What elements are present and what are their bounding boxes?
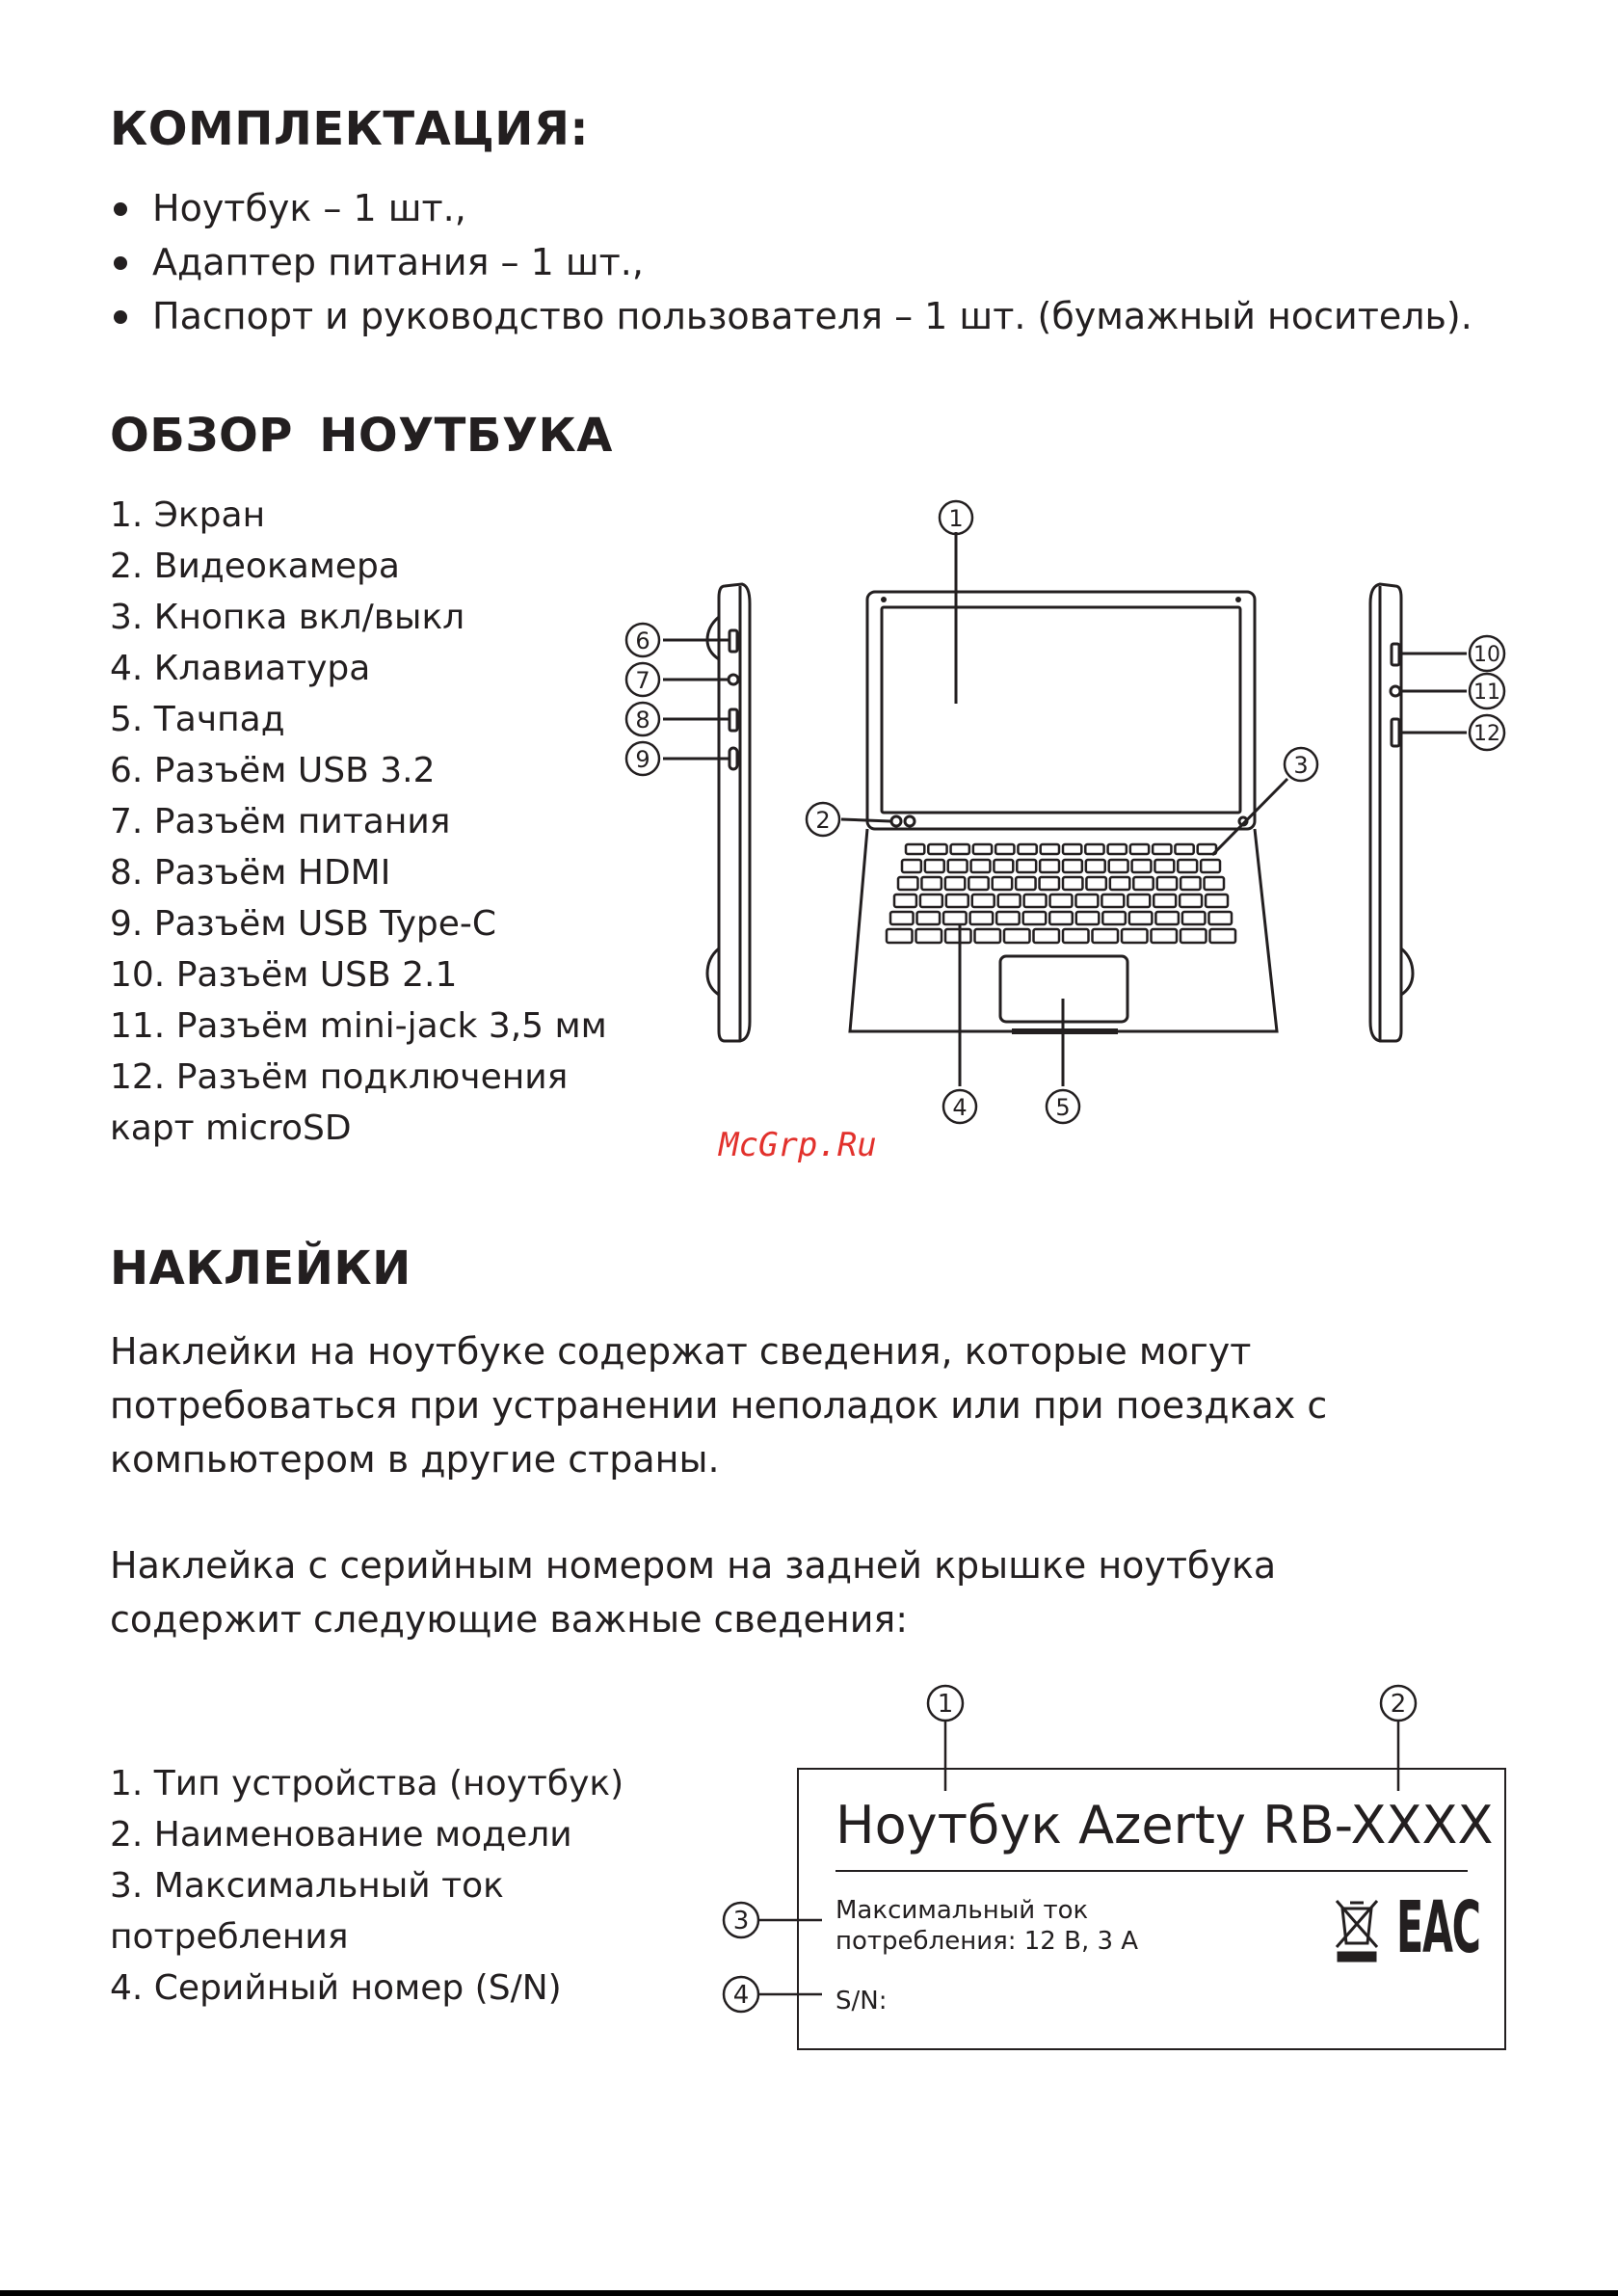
list-item: Паспорт и руководство пользователя – 1 шт. (бумажный носитель). bbox=[110, 289, 1472, 343]
sticker-serial-number: S/N: bbox=[836, 1987, 888, 2016]
list-item: 3. Максимальный ток bbox=[110, 1866, 504, 1906]
callout-number: 4 bbox=[732, 1981, 750, 2010]
watermark: McGrp.Ru bbox=[719, 1126, 877, 1164]
keyboard-key bbox=[1201, 860, 1220, 872]
list-item: 11. Разъём mini-jack 3,5 мм bbox=[110, 1006, 607, 1046]
list-item: 2. Видеокамера bbox=[110, 547, 400, 586]
laptop-right-side-view bbox=[1370, 584, 1467, 1041]
list-item: 10. Разъём USB 2.1 bbox=[110, 955, 458, 995]
keyboard-key bbox=[1132, 860, 1152, 872]
keyboard-key bbox=[1063, 877, 1082, 890]
keyboard-key bbox=[920, 894, 942, 907]
keyboard-key bbox=[1129, 912, 1153, 924]
keyboard-key bbox=[902, 860, 921, 872]
list-item: 8. Разъём HDMI bbox=[110, 853, 391, 893]
callout-number: 2 bbox=[1390, 1690, 1407, 1719]
keyboard-key bbox=[1075, 894, 1098, 907]
callout-number: 1 bbox=[937, 1690, 954, 1719]
keyboard-key bbox=[970, 912, 994, 924]
keyboard-key bbox=[928, 844, 946, 854]
keyboard-key bbox=[898, 877, 917, 890]
callout-number: 5 bbox=[1055, 1094, 1071, 1121]
callout-number: 9 bbox=[635, 746, 650, 773]
keyboard-key bbox=[1102, 912, 1126, 924]
keyboard-key bbox=[943, 912, 967, 924]
laptop-left-side-view bbox=[663, 584, 750, 1041]
page-bottom-bar bbox=[0, 2290, 1618, 2296]
stickers-heading: НАКЛЕЙКИ bbox=[110, 1241, 411, 1295]
callout-number: 3 bbox=[732, 1907, 750, 1936]
keyboard-key bbox=[968, 877, 988, 890]
keyboard-key bbox=[1023, 912, 1047, 924]
keyboard-key bbox=[921, 877, 941, 890]
keyboard-key bbox=[993, 877, 1012, 890]
list-item: 4. Серийный номер (S/N) bbox=[110, 1968, 562, 2008]
keyboard-key bbox=[1122, 929, 1148, 943]
paragraph-line: потребоваться при устранении неполадок или при поездках с bbox=[110, 1384, 1328, 1427]
keyboard-key bbox=[1180, 894, 1202, 907]
keyboard-key bbox=[1108, 844, 1127, 854]
callout-number: 11 bbox=[1473, 681, 1500, 705]
keyboard-key bbox=[1086, 877, 1105, 890]
keyboard-key bbox=[1024, 894, 1047, 907]
keyboard-key bbox=[1034, 929, 1060, 943]
keyboard-key bbox=[1093, 929, 1119, 943]
keyboard-key bbox=[972, 894, 995, 907]
keyboard-key bbox=[1180, 929, 1207, 943]
keyboard-key bbox=[1040, 877, 1059, 890]
keyboard-keys bbox=[887, 844, 1235, 943]
keyboard-key bbox=[1133, 877, 1153, 890]
keyboard-key bbox=[916, 929, 942, 943]
keyboard-key bbox=[917, 912, 941, 924]
keyboard-key bbox=[1152, 929, 1178, 943]
keyboard-key bbox=[1154, 860, 1174, 872]
list-item: 1. Экран bbox=[110, 495, 266, 535]
keyboard-key bbox=[948, 860, 968, 872]
keyboard-key bbox=[1205, 877, 1224, 890]
laptop-diagram bbox=[597, 482, 1561, 1157]
list-item: Ноутбук – 1 шт., bbox=[110, 181, 1472, 235]
keyboard-key bbox=[1018, 844, 1036, 854]
package-heading: КОМПЛЕКТАЦИЯ: bbox=[110, 102, 590, 156]
callout-number: 8 bbox=[635, 707, 650, 734]
keyboard-key bbox=[1041, 844, 1059, 854]
keyboard-key bbox=[1208, 912, 1232, 924]
keyboard-key bbox=[945, 877, 965, 890]
overview-parts-list bbox=[110, 490, 607, 1154]
paragraph-line: содержит следующие важные сведения: bbox=[110, 1598, 909, 1641]
list-item: 1. Тип устройства (ноутбук) bbox=[110, 1764, 624, 1803]
keyboard-key bbox=[975, 929, 1001, 943]
keyboard-key bbox=[1109, 860, 1128, 872]
keyboard-key bbox=[1050, 894, 1073, 907]
keyboard-key bbox=[1101, 894, 1124, 907]
keyboard-key bbox=[1180, 877, 1200, 890]
keyboard-key bbox=[945, 929, 971, 943]
stickers-serial-paragraph bbox=[110, 1538, 1276, 1646]
list-item: 9. Разъём USB Type-C bbox=[110, 904, 497, 944]
keyboard-key bbox=[1063, 929, 1089, 943]
keyboard-key bbox=[1004, 929, 1030, 943]
callout-number: 6 bbox=[635, 627, 650, 654]
overview-heading: ОБЗОР НОУТБУКА bbox=[110, 409, 613, 463]
keyboard-key bbox=[894, 894, 916, 907]
sticker-current-line1: Максимальный ток bbox=[836, 1896, 1089, 1925]
list-item: карт microSD bbox=[110, 1108, 352, 1148]
callout-number: 3 bbox=[1293, 752, 1309, 779]
list-item: 6. Разъём USB 3.2 bbox=[110, 751, 436, 790]
paragraph-line: компьютером в другие страны. bbox=[110, 1438, 720, 1481]
stickers-intro-paragraph bbox=[110, 1324, 1327, 1486]
keyboard-key bbox=[1085, 844, 1103, 854]
list-item: 5. Тачпад bbox=[110, 700, 285, 739]
keyboard-key bbox=[1086, 860, 1105, 872]
sticker-model-title: Ноутбук Azerty RB-XXXX bbox=[836, 1795, 1494, 1855]
list-item: 7. Разъём питания bbox=[110, 802, 451, 841]
keyboard-key bbox=[1178, 860, 1197, 872]
laptop-front-view bbox=[841, 532, 1287, 1086]
keyboard-key bbox=[1110, 877, 1129, 890]
keyboard-key bbox=[925, 860, 944, 872]
keyboard-key bbox=[996, 912, 1020, 924]
keyboard-key bbox=[1130, 844, 1149, 854]
list-item: Адаптер питания – 1 шт., bbox=[110, 235, 1472, 289]
list-item: 12. Разъём подключения bbox=[110, 1057, 569, 1097]
list-item: 2. Наименование модели bbox=[110, 1815, 572, 1855]
keyboard-key bbox=[1017, 860, 1036, 872]
keyboard-key bbox=[994, 860, 1013, 872]
sticker-info-list bbox=[110, 1758, 623, 2014]
package-list bbox=[110, 181, 1472, 343]
keyboard-key bbox=[946, 894, 968, 907]
sticker-current-line2: потребления: 12 В, 3 А bbox=[836, 1927, 1139, 1956]
keyboard-key bbox=[887, 929, 913, 943]
keyboard-key bbox=[1175, 844, 1193, 854]
eac-mark: EAC bbox=[1396, 1886, 1480, 1969]
callout-number: 7 bbox=[635, 667, 650, 694]
keyboard-key bbox=[1063, 844, 1081, 854]
list-item: 3. Кнопка вкл/выкл bbox=[110, 598, 465, 637]
keyboard-key bbox=[1210, 929, 1236, 943]
keyboard-key bbox=[971, 860, 991, 872]
keyboard-key bbox=[995, 844, 1014, 854]
keyboard-key bbox=[1016, 877, 1035, 890]
callout-number: 1 bbox=[948, 505, 964, 532]
keyboard-key bbox=[1063, 860, 1082, 872]
paragraph-line: Наклейка с серийным номером на задней крышке ноутбука bbox=[110, 1544, 1277, 1587]
callout-number: 4 bbox=[952, 1094, 968, 1121]
sticker-callouts bbox=[703, 1677, 1532, 2024]
callout-number: 12 bbox=[1473, 722, 1500, 746]
keyboard-key bbox=[1157, 877, 1177, 890]
keyboard-key bbox=[1153, 844, 1171, 854]
keyboard-key bbox=[1155, 912, 1179, 924]
keyboard-key bbox=[1076, 912, 1100, 924]
callout-number: 10 bbox=[1473, 643, 1500, 667]
keyboard-key bbox=[1040, 860, 1059, 872]
keyboard-key bbox=[1206, 894, 1228, 907]
keyboard-key bbox=[906, 844, 924, 854]
list-item: потребления bbox=[110, 1917, 349, 1957]
keyboard-key bbox=[998, 894, 1021, 907]
keyboard-key bbox=[951, 844, 969, 854]
keyboard-key bbox=[973, 844, 992, 854]
list-item: 4. Клавиатура bbox=[110, 649, 371, 688]
keyboard-key bbox=[1182, 912, 1206, 924]
keyboard-key bbox=[890, 912, 914, 924]
paragraph-line: Наклейки на ноутбуке содержат сведения, которые могут bbox=[110, 1330, 1252, 1373]
keyboard-key bbox=[1127, 894, 1150, 907]
keyboard-key bbox=[1049, 912, 1073, 924]
callout-number: 2 bbox=[815, 807, 831, 834]
keyboard-key bbox=[1154, 894, 1176, 907]
